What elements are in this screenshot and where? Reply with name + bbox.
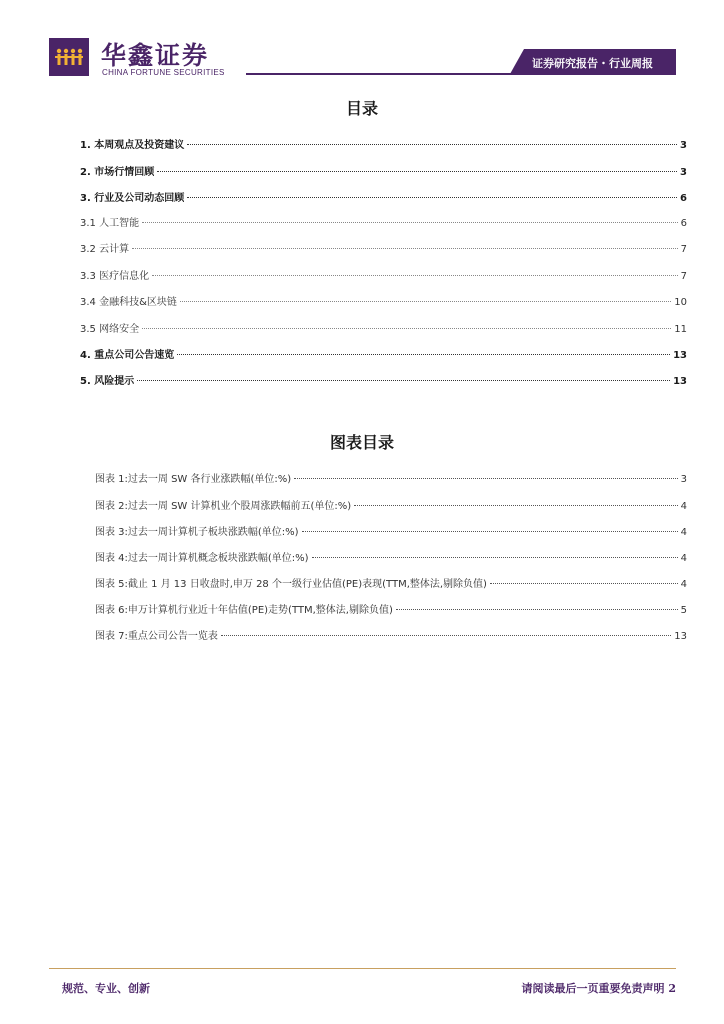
figure-item-page: 4 <box>680 579 687 590</box>
figure-item-label: 图表 3:过去一周计算机子板块涨跌幅(单位:%) <box>95 527 299 538</box>
toc-leader <box>177 354 670 355</box>
toc-item-label: 3.5 网络安全 <box>80 324 140 335</box>
footer-slogan: 规范、专业、创新 <box>62 982 150 995</box>
toc-item-page: 6 <box>680 218 687 229</box>
brand-name-cn: 华鑫证券 <box>101 41 210 70</box>
figure-item-label: 图表 2:过去一周 SW 计算机业个股周涨跌幅前五(单位:%) <box>95 501 352 512</box>
toc-subitem[interactable] <box>80 214 687 229</box>
toc-item-page: 7 <box>680 271 687 282</box>
toc-item[interactable] <box>80 346 687 361</box>
toc-leader <box>396 609 678 610</box>
toc-leader <box>312 557 678 558</box>
toc-item-page: 7 <box>680 244 687 255</box>
toc-leader <box>354 505 677 506</box>
figure-item-label: 图表 1:过去一周 SW 各行业涨跌幅(单位:%) <box>95 474 292 485</box>
figure-item[interactable] <box>95 627 687 642</box>
figure-item-page: 5 <box>680 605 687 616</box>
figure-item[interactable] <box>95 601 687 616</box>
toc-title: 目录 <box>345 99 378 118</box>
toc-leader <box>142 222 678 223</box>
toc-leader <box>152 275 678 276</box>
toc-item-page: 13 <box>673 376 687 387</box>
toc-leader <box>302 531 678 532</box>
toc-item[interactable] <box>80 136 687 151</box>
toc-leader <box>132 248 678 249</box>
figure-item-page: 4 <box>680 501 687 512</box>
toc-subitem[interactable] <box>80 267 687 282</box>
toc-item-page: 6 <box>680 193 687 204</box>
figure-item-label: 图表 5:截止 1 月 13 日收盘时,申万 28 个一级行业估值(PE)表现(TTM,整体法,剔除负值) <box>95 579 487 590</box>
report-tag-text: 证券研究报告・行业周报 <box>532 57 653 70</box>
toc-leader <box>187 144 677 145</box>
toc-item-label: 3.4 金融科技&区块链 <box>80 297 177 308</box>
company-logo <box>49 38 89 76</box>
figure-item[interactable] <box>95 549 687 564</box>
figure-item-page: 13 <box>674 631 687 642</box>
toc-leader <box>180 301 671 302</box>
toc-item[interactable] <box>80 189 687 204</box>
toc-item[interactable] <box>80 372 687 387</box>
toc-leader <box>157 171 677 172</box>
toc-leader <box>137 380 670 381</box>
toc-item-page: 3 <box>680 140 687 151</box>
toc-item-label: 3. 行业及公司动态回顾 <box>80 193 185 204</box>
toc-leader <box>221 635 671 636</box>
toc-leader <box>187 197 677 198</box>
figure-item-label: 图表 7:重点公司公告一览表 <box>95 631 218 642</box>
toc-item-label: 1. 本周观点及投资建议 <box>80 140 185 151</box>
figure-item-label: 图表 6:申万计算机行业近十年估值(PE)走势(TTM,整体法,剔除负值) <box>95 605 393 616</box>
figure-item-page: 3 <box>680 474 687 485</box>
toc-leader <box>294 478 677 479</box>
people-figures-logo-icon <box>55 48 83 66</box>
toc-item[interactable] <box>80 163 687 178</box>
toc-item-page: 3 <box>680 167 687 178</box>
figure-item[interactable] <box>95 575 687 590</box>
figure-item-page: 4 <box>680 527 687 538</box>
toc-subitem[interactable] <box>80 240 687 255</box>
toc-item-label: 4. 重点公司公告速览 <box>80 350 175 361</box>
toc-item-page: 11 <box>674 324 687 335</box>
brand-name-en: CHINA FORTUNE SECURITIES <box>102 68 225 77</box>
figure-item-label: 图表 4:过去一周计算机概念板块涨跌幅(单位:%) <box>95 553 309 564</box>
figure-item-page: 4 <box>680 553 687 564</box>
toc-leader <box>142 328 671 329</box>
toc-subitem[interactable] <box>80 293 687 308</box>
footer-disclaimer: 请阅读最后一页重要免责声明 2 <box>521 982 676 995</box>
toc-item-label: 3.2 云计算 <box>80 244 130 255</box>
toc-item-label: 2. 市场行情回顾 <box>80 167 155 178</box>
figure-item[interactable] <box>95 497 687 512</box>
toc-item-page: 13 <box>673 350 687 361</box>
footer-rule <box>49 968 676 969</box>
figure-item[interactable] <box>95 523 687 538</box>
toc-item-page: 10 <box>674 297 687 308</box>
toc-subitem[interactable] <box>80 320 687 335</box>
toc-item-label: 3.3 医疗信息化 <box>80 271 150 282</box>
toc-item-label: 5. 风险提示 <box>80 376 135 387</box>
toc-item-label: 3.1 人工智能 <box>80 218 140 229</box>
toc-leader <box>490 583 678 584</box>
figures-title: 图表目录 <box>329 433 394 452</box>
figure-item[interactable] <box>95 470 687 485</box>
